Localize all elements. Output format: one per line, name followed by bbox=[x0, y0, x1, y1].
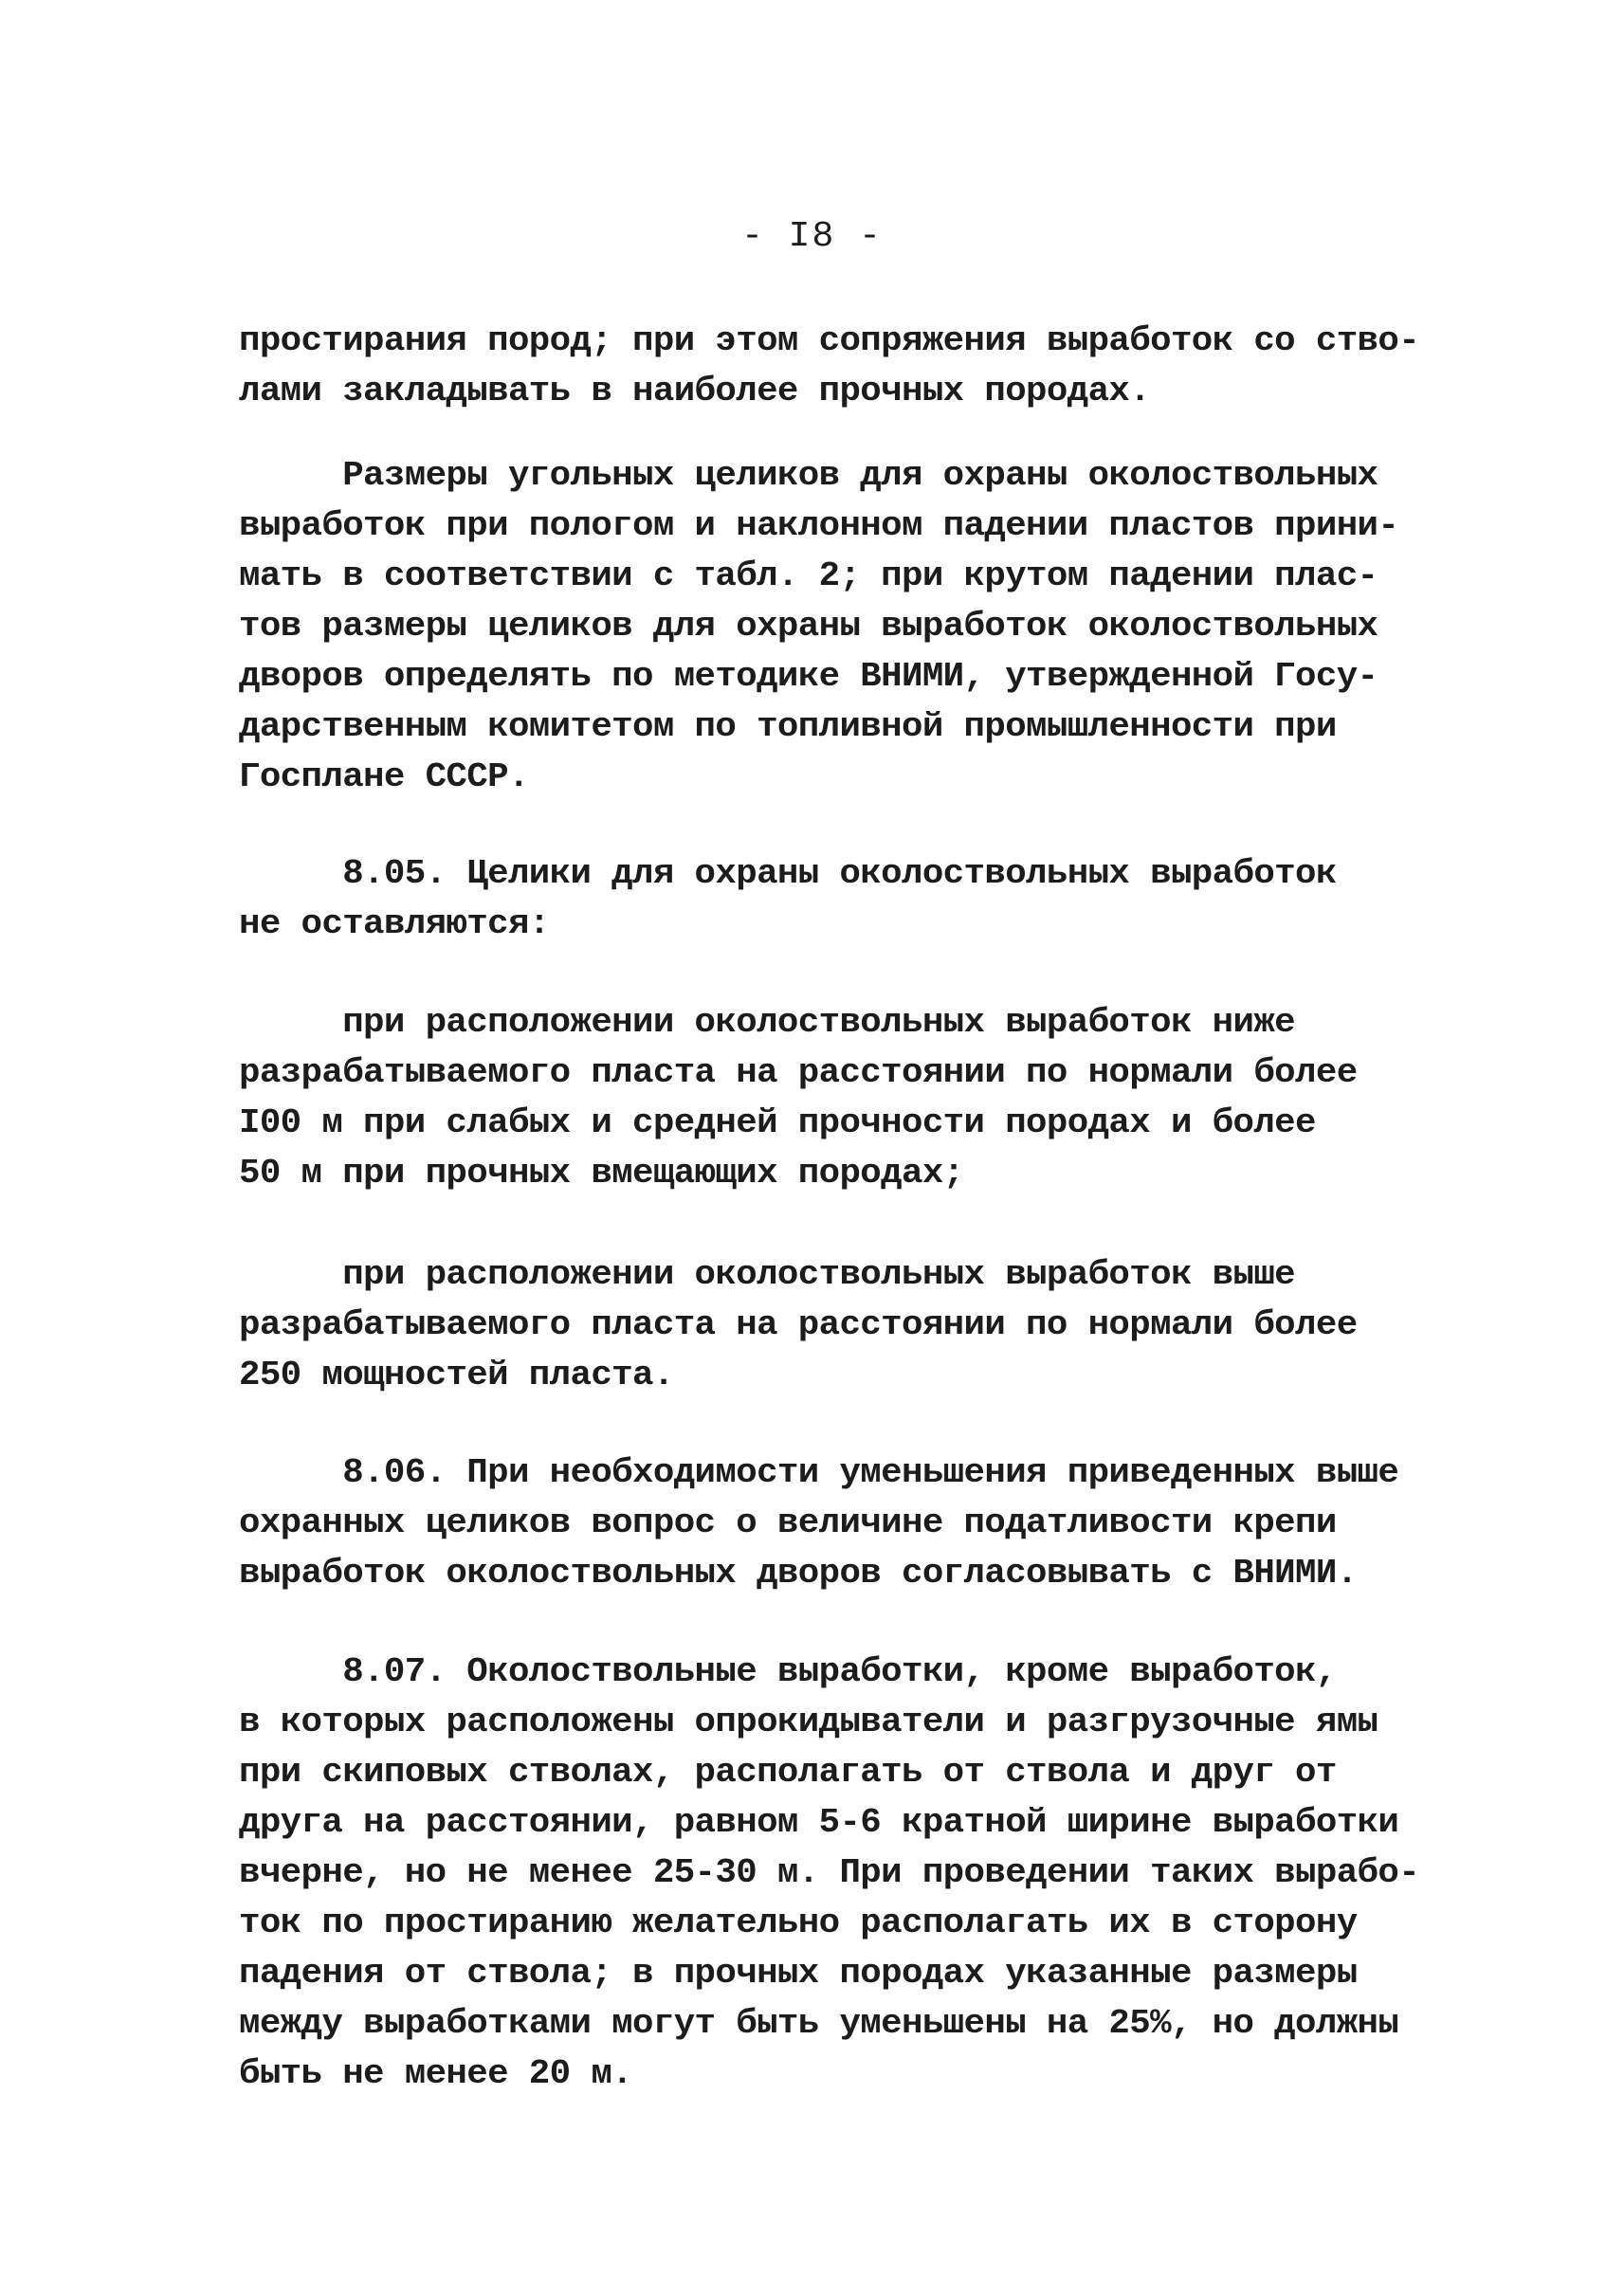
text-line: в которых расположены опрокидыватели и разгрузочные ямы bbox=[239, 1703, 1378, 1741]
text-line: лами закладывать в наиболее прочных породах. bbox=[239, 372, 1151, 410]
paragraph-pillar-sizes bbox=[239, 450, 1405, 802]
text-line: разрабатываемого пласта на расстоянии по нормали более bbox=[239, 1305, 1358, 1344]
text-line: охранных целиков вопрос о величине податливости крепи bbox=[239, 1503, 1337, 1542]
text-line: 8.06. При необходимости уменьшения приведенных выше bbox=[239, 1453, 1399, 1492]
text-line: 250 мощностей пласта. bbox=[239, 1356, 674, 1394]
text-line: 8.05. Целики для охраны околоствольных выработок bbox=[239, 854, 1337, 893]
text-line: I00 м при слабых и средней прочности породах и более bbox=[239, 1103, 1316, 1142]
clause-8-05 bbox=[239, 848, 1405, 949]
text-line: разрабатываемого пласта на расстоянии по нормали более bbox=[239, 1053, 1358, 1092]
text-line: 50 м при прочных вмещающих породах; bbox=[239, 1154, 964, 1193]
paragraph-continuation bbox=[239, 316, 1420, 416]
text-line: тов размеры целиков для охраны выработок околоствольных bbox=[239, 607, 1378, 646]
text-line: простирания пород; при этом сопряжения выработок со ство- bbox=[239, 321, 1420, 360]
clause-8-05-above bbox=[239, 1249, 1405, 1400]
clause-8-07 bbox=[239, 1647, 1420, 2099]
text-line: дворов определять по методике ВНИМИ, утвержденной Госу- bbox=[239, 657, 1378, 696]
text-line: дарственным комитетом по топливной промышленности при bbox=[239, 707, 1337, 746]
text-line: между выработками могут быть уменьшены на 25%, но должны bbox=[239, 2004, 1399, 2043]
text-line: быть не менее 20 м. bbox=[239, 2054, 633, 2093]
clause-8-06 bbox=[239, 1448, 1405, 1598]
text-line: падения от ствола; в прочных породах указанные размеры bbox=[239, 1954, 1358, 1993]
text-line: ток по простиранию желательно располагать их в сторону bbox=[239, 1903, 1358, 1942]
text-line: выработок околоствольных дворов согласовывать с ВНИМИ. bbox=[239, 1554, 1358, 1593]
clause-8-05-below bbox=[239, 997, 1405, 1198]
text-line: не оставляются: bbox=[239, 904, 550, 943]
page-number: - I8 - bbox=[741, 216, 883, 257]
text-line: при расположении околоствольных выработок выше bbox=[239, 1255, 1296, 1294]
text-line: при скиповых стволах, располагать от ствола и друг от bbox=[239, 1753, 1337, 1792]
text-line: Госплане СССР. bbox=[239, 757, 529, 796]
text-line: вчерне, но не менее 25-30 м. При проведении таких вырабо- bbox=[239, 1853, 1420, 1892]
text-line: мать в соответствии с табл. 2; при крутом падении плас- bbox=[239, 556, 1378, 595]
text-line: при расположении околоствольных выработок ниже bbox=[239, 1003, 1296, 1042]
text-line: 8.07. Околоствольные выработки, кроме выработок, bbox=[239, 1652, 1337, 1691]
text-line: Размеры угольных целиков для охраны околоствольных bbox=[239, 456, 1378, 495]
text-line: друга на расстоянии, равном 5-6 кратной ширине выработки bbox=[239, 1803, 1399, 1842]
text-line: выработок при пологом и наклонном падении пластов прини- bbox=[239, 506, 1399, 545]
